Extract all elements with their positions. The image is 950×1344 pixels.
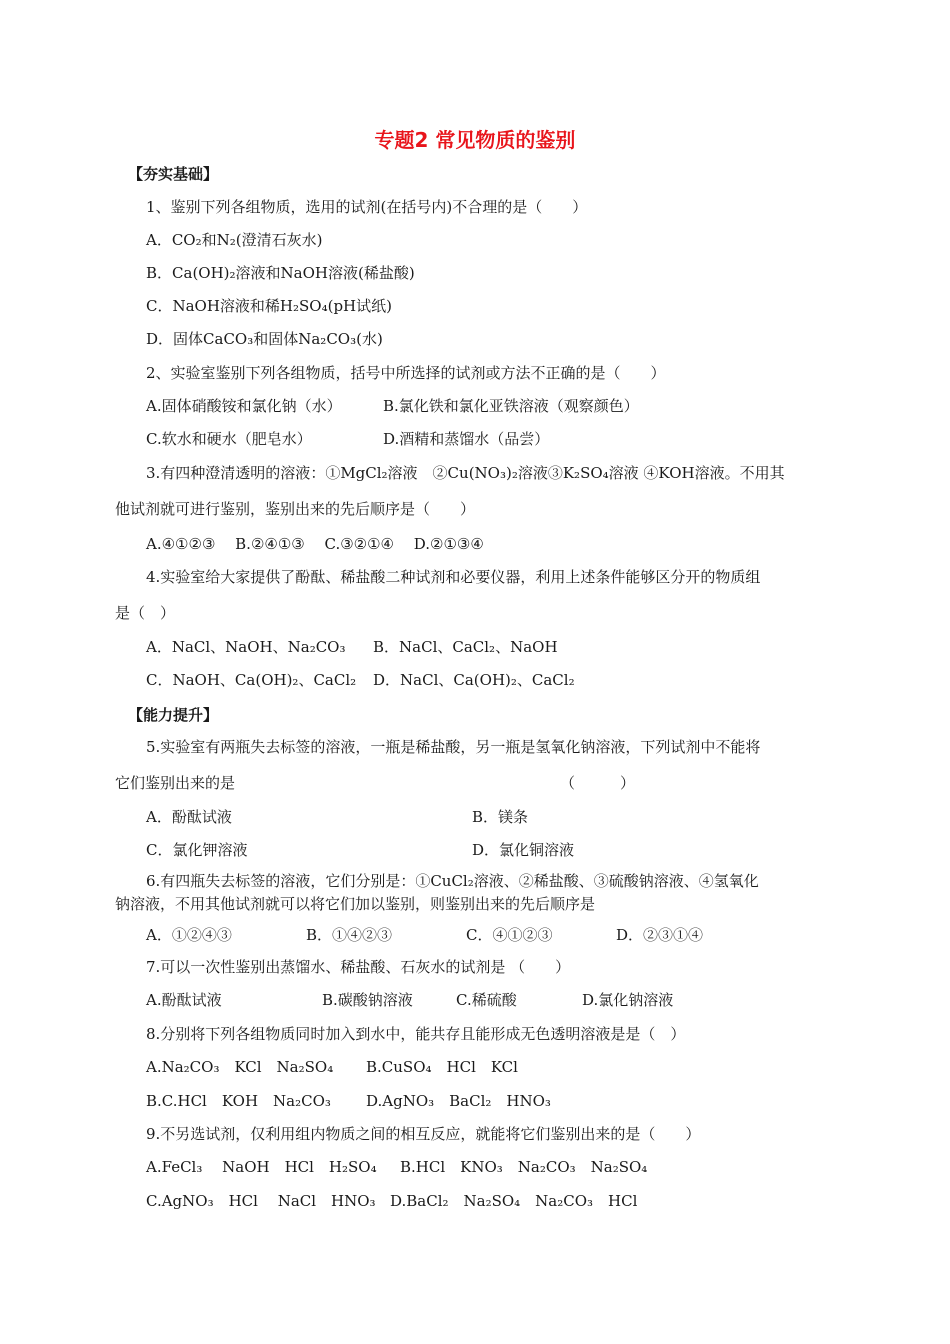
q7-option-d: D.氯化钠溶液 [582, 991, 674, 1009]
q2-option-d: D.酒精和蒸馏水（品尝） [383, 430, 550, 448]
q1-option-b: B．Ca(OH)₂溶液和NaOH溶液(稀盐酸) [146, 264, 415, 282]
section-basic-heading: 【夯实基础】 [128, 165, 219, 183]
q7-option-a: A.酚酞试液 [146, 991, 222, 1009]
q5-option-a: A．酚酞试液 [146, 808, 232, 826]
q4-option-b: B．NaCl、CaCl₂、NaOH [373, 638, 558, 656]
q4-option-d: D．NaCl、Ca(OH)₂、CaCl₂ [373, 671, 575, 689]
section-advanced-heading: 【能力提升】 [128, 706, 219, 724]
q8-option-d: D.AgNO₃ BaCl₂ HNO₃ [366, 1092, 551, 1110]
q6-stem-line2: 钠溶液，不用其他试剂就可以将它们加以鉴别，则鉴别出来的先后顺序是 [115, 895, 596, 913]
q3-stem-line1: 3.有四种澄清透明的溶液：①MgCl₂溶液 ②Cu(NO₃)₂溶液③K₂SO₄溶液 ④KOH溶液。不用其 [146, 464, 785, 482]
q2-stem: 2、实验室鉴别下列各组物质，括号中所选择的试剂或方法不正确的是（ ） [146, 364, 666, 382]
q6-stem-line1: 6.有四瓶失去标签的溶液，它们分别是：①CuCl₂溶液、②稀盐酸、③硫酸钠溶液、④氢氧化 [146, 872, 759, 890]
q8-stem: 8.分别将下列各组物质同时加入到水中，能共存且能形成无色透明溶液是是（ ） [146, 1025, 686, 1043]
q5-stem-line2: 它们鉴别出来的是 [115, 774, 236, 792]
q1-stem: 1、鉴别下列各组物质，选用的试剂(在括号内)不合理的是（ ） [146, 198, 588, 216]
q5-option-d: D．氯化铜溶液 [472, 841, 575, 859]
q7-option-b: B.碳酸钠溶液 [322, 991, 413, 1009]
q5-option-b: B．镁条 [472, 808, 529, 826]
q2-option-c: C.软水和硬水（肥皂水） [146, 430, 312, 448]
page-title: 专题2 常见物质的鉴别 [374, 128, 576, 152]
q3-options: A.④①②③ B.②④①③ C.③②①④ D.②①③④ [146, 535, 484, 553]
q5-stem-line1: 5.实验室有两瓶失去标签的溶液，一瓶是稀盐酸，另一瓶是氢氧化钠溶液，下列试剂中不能将 [146, 738, 761, 756]
q8-option-a: A.Na₂CO₃ KCl Na₂SO₄ [146, 1058, 334, 1076]
q9-option-c: C.AgNO₃ HCl NaCl HNO₃ [146, 1192, 376, 1210]
q7-option-c: C.稀硫酸 [456, 991, 517, 1009]
q4-stem-line2: 是（ ） [115, 604, 176, 622]
q7-stem: 7.可以一次性鉴别出蒸馏水、稀盐酸、石灰水的试剂是 （ ） [146, 958, 571, 976]
q9-option-b: B.HCl KNO₃ Na₂CO₃ Na₂SO₄ [400, 1158, 648, 1176]
q8-option-c: B.C.HCl KOH Na₂CO₃ [146, 1092, 331, 1110]
q2-option-a: A.固体硝酸铵和氯化钠（水） [146, 397, 342, 415]
q8-option-b: B.CuSO₄ HCl KCl [366, 1058, 518, 1076]
q5-answer-paren: （ ） [560, 774, 636, 792]
q1-option-c: C．NaOH溶液和稀H₂SO₄(pH试纸) [146, 297, 392, 315]
q5-option-c: C．氯化钾溶液 [146, 841, 248, 859]
q9-option-d: D.BaCl₂ Na₂SO₄ Na₂CO₃ HCl [390, 1192, 638, 1210]
q3-stem-line2: 他试剂就可进行鉴别，鉴别出来的先后顺序是（ ） [115, 500, 476, 518]
q6-option-c: C．④①②③ [466, 926, 553, 944]
q1-option-d: D．固体CaCO₃和固体Na₂CO₃(水) [146, 330, 383, 348]
q6-option-d: D．②③①④ [616, 926, 704, 944]
q4-option-c: C．NaOH、Ca(OH)₂、CaCl₂ [146, 671, 357, 689]
q9-stem: 9.不另选试剂，仅利用组内物质之间的相互反应，就能将它们鉴别出来的是（ ） [146, 1125, 701, 1143]
q2-option-b: B.氯化铁和氯化亚铁溶液（观察颜色） [383, 397, 639, 415]
q4-stem-line1: 4.实验室给大家提供了酚酞、稀盐酸二种试剂和必要仪器，利用上述条件能够区分开的物质组 [146, 568, 761, 586]
q6-option-b: B．①④②③ [306, 926, 393, 944]
q6-option-a: A．①②④③ [146, 926, 232, 944]
q9-option-a: A.FeCl₃ NaOH HCl H₂SO₄ [146, 1158, 377, 1176]
q1-option-a: A．CO₂和N₂(澄清石灰水) [146, 231, 323, 249]
q4-option-a: A．NaCl、NaOH、Na₂CO₃ [146, 638, 346, 656]
